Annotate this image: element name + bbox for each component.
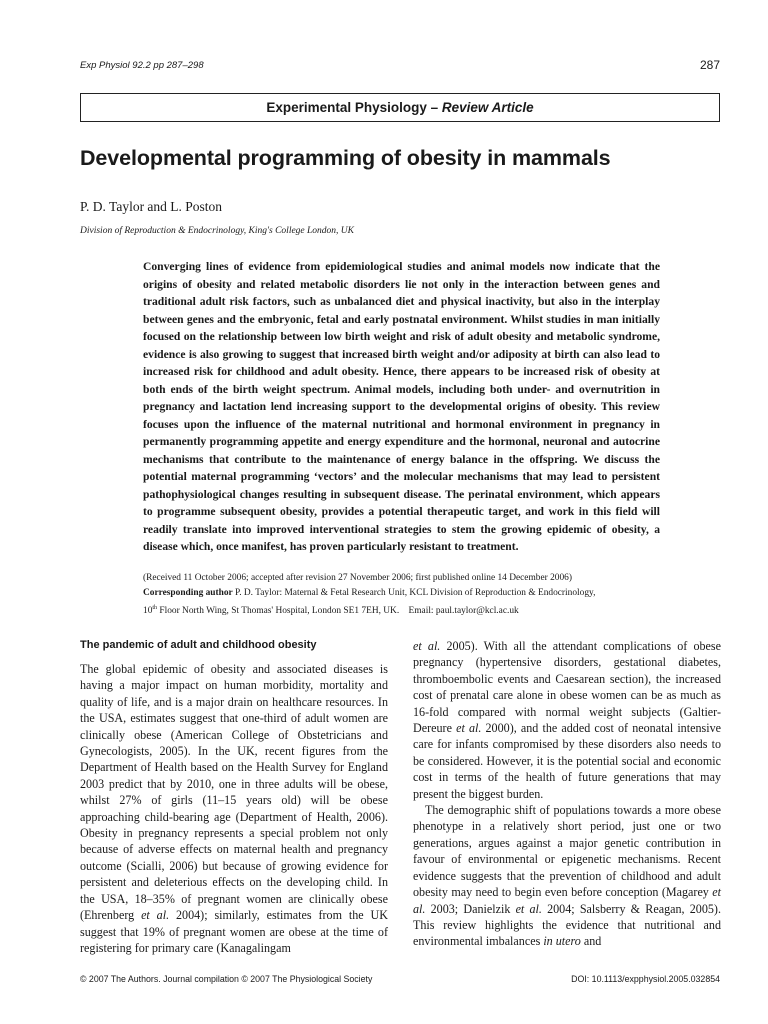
body-column-left <box>80 638 388 956</box>
body-column-right <box>413 638 721 950</box>
running-header <box>80 60 720 74</box>
article-type-banner: Experimental Physiology – Review Article <box>80 93 720 122</box>
page-number: 287 <box>699 58 720 72</box>
page-footer <box>80 974 720 988</box>
article-title: Developmental programming of obesity in mammals <box>80 146 611 170</box>
body-paragraph-2: The demographic shift of populations towards a more obese phenotype in a relatively short period, just one or two generations, argues against a major genetic contribution in favour of environmental or epigenetic mechanisms. Recent evidence suggests that the prevention of childhood and adult obesity may need to begin even before conception (Magarey et al. 2003; Danielzik et al. 2004; Salsberry & Reagan, 2005). This review highlights the evidence that nutritional and environmental imbalances in utero and <box>413 803 721 949</box>
doi-link[interactable]: DOI: 10.1113/expphysiol.2005.032854 <box>571 974 720 984</box>
author-affiliation: Division of Reproduction & Endocrinology, King's College London, UK <box>80 226 355 236</box>
journal-section-label: Experimental Physiology <box>266 100 427 115</box>
corresponding-author: Corresponding author P. D. Taylor: Maternal & Fetal Research Unit, KCL Division of Reproduction & Endocrinology, <box>143 588 596 598</box>
body-paragraph-1-part-2: et al. 2005). With all the attendant complications of obese pregnancy (hypertensive disorders, gestational diabetes, thromboembolic events and Caesarean section), the increased cost of prenatal care alone in obese women can be as much as 16-fold compared with normal weight subjects (Galtier-Dereure et al. 2000), and the added cost of neonatal intensive care for infants compromised by these disorders also needs to be considered. However, it is the potential social and economic cost in terms of the health of future generations that may present the biggest burden. <box>413 639 721 801</box>
author-list: P. D. Taylor and L. Poston <box>80 199 223 214</box>
copyright-notice: © 2007 The Authors. Journal compilation © 2007 The Physiological Society <box>80 974 373 984</box>
body-paragraph-1-part-1: The global epidemic of obesity and associated diseases is having a major impact on human morbidity, mortality and quality of life, and is a major drain on healthcare resources. In the USA, estimates suggest that one-third of adult women are clinically obese (American College of Obstetricians and Gynecologists, 2005). In the UK, recent figures from the Department of Health based on the Health Survey for England 2003 predict that by 2010, one in three adults will be obese, whilst 27% of girls (11–15 years old) will be obese approaching child-bearing age (Department of Health, 2006). Obesity in pregnancy represents a special problem not only because of adverse effects on maternal health and pregnancy outcome (Scialli, 2006) but because of growing evidence for persistent and deleterious effects on the developing child. In the USA, 18–35% of pregnant women are clinically obese (Ehrenberg et al. 2004); similarly, estimates from the UK suggest that 19% of pregnant women are obese at the time of registering for primary care (Kanagalingam <box>80 662 388 955</box>
abstract: Converging lines of evidence from epidemiological studies and animal models now indicate that the origins of obesity and related metabolic disorders lie not only in the interaction between genes and traditional adult risk factors, such as unbalanced diet and physical inactivity, but also in the interplay between genes and the embryonic, fetal and early postnatal environment. Whilst studies in man initially focused on the relationship between low birth weight and risk of adult obesity and metabolic syndrome, evidence is also growing to suggest that increased birth weight and/or adiposity at birth can also lead to increased risk for childhood and adult obesity. Hence, there appears to be increased risk of obesity at both ends of the birth weight spectrum. Animal models, including both under- and overnutrition in pregnancy and lactation lend increasing support to the developmental origins of obesity. This review focuses upon the influence of the maternal nutritional and hormonal environment in pregnancy in permanently programming appetite and energy expenditure and the hormonal, neuronal and autocrine mechanisms that contribute to the maintenance of energy balance in the offspring. We discuss the potential maternal programming ‘vectors’ and the molecular mechanisms that may lead to persistent pathophysiological changes resulting in subsequent disease. The perinatal environment, which appears to programme subsequent obesity, provides a potential therapeutic target, and work in this field will readily translate into improved interventional strategies to stem the growing epidemic of obesity, a disease which, once manifest, has proven particularly resistant to treatment. <box>143 260 660 553</box>
article-history <box>143 571 663 619</box>
journal-reference: Exp Physiol 92.2 pp 287–298 <box>80 60 204 71</box>
author-address: 10th Floor North Wing, St Thomas' Hospital, London SE1 7EH, UK. Email: paul.taylor@kcl.ac.uk <box>143 605 519 617</box>
article-type-label: Review Article <box>441 100 534 115</box>
section-heading: The pandemic of adult and childhood obesity <box>80 639 317 651</box>
received-dates: (Received 11 October 2006; accepted after revision 27 November 2006; first published online 14 December 2006) <box>143 573 572 583</box>
